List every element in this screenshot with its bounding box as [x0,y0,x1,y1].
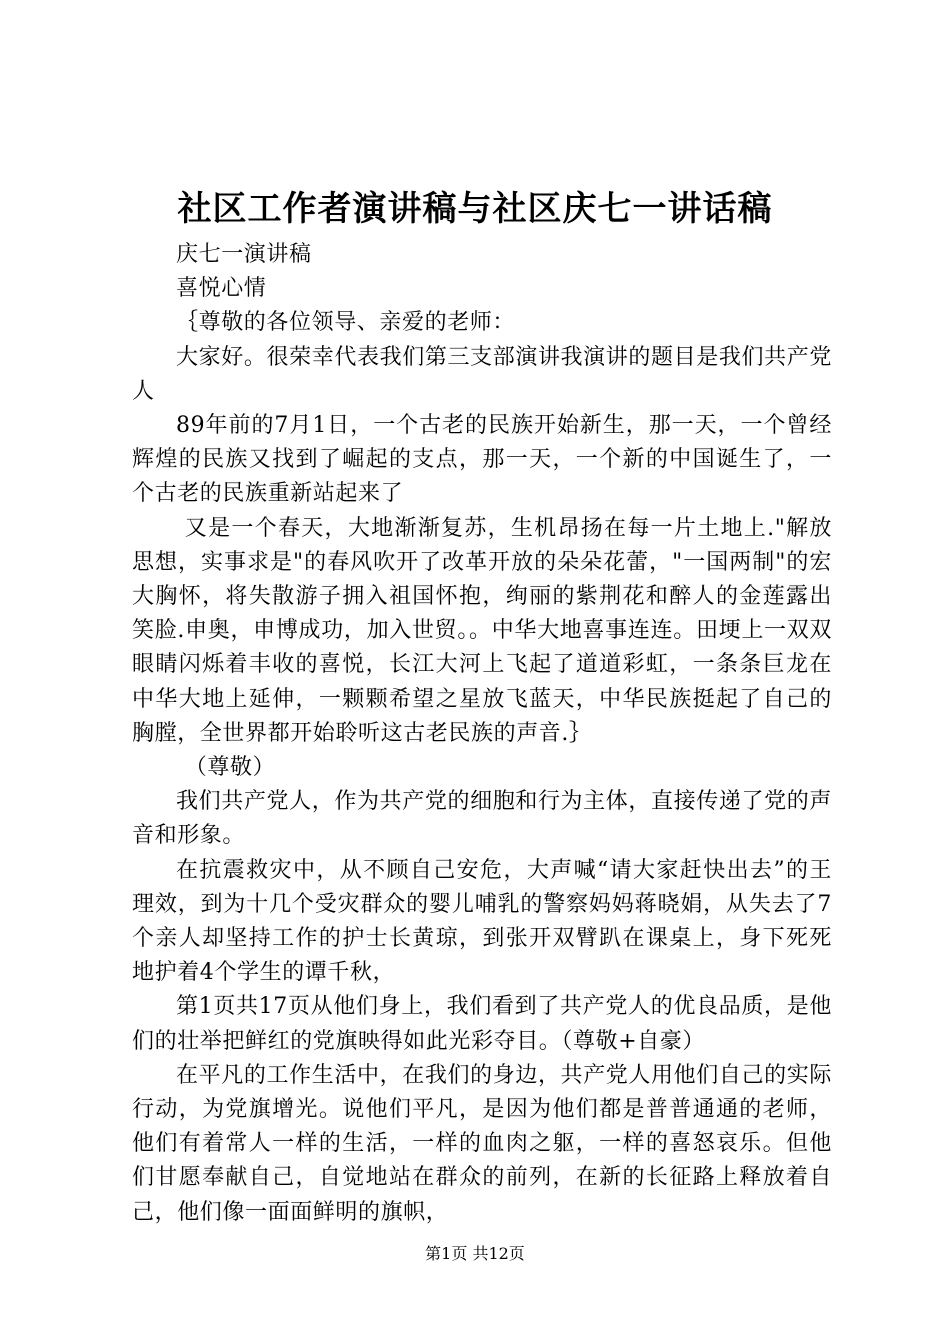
paragraph: 89年前的7月1日，一个古老的民族开始新生，那一天，一个曾经辉煌的民族又找到了崛起的支点，那一天，一个新的中国诞生了，一个古老的民族重新站起来了 [132,413,832,507]
document-title: 社区工作者演讲稿与社区庆七一讲话稿 [177,189,773,229]
paragraph: 第1页共17页从他们身上，我们看到了共产党人的优良品质，是他们的壮举把鲜红的党旗映得如此光彩夺目。（尊敬+自豪） [132,994,832,1054]
paragraph: 庆七一演讲稿 [176,242,312,267]
paragraph: （尊敬） [184,755,276,781]
paragraph: 喜悦心情 [176,276,267,302]
paragraph: ｛尊敬的各位领导、亲爱的老师： [176,310,516,336]
paragraph: 我们共产党人，作为共产党的细胞和行为主体，直接传递了党的声音和形象。 [132,789,832,849]
paragraph: 又是一个春天，大地渐渐复苏，生机昂扬在每一片土地上."解放思想，实事求是"的春风吹开了改革开放的朵朵花蕾，"一国两制"的宏大胸怀，将失散游子拥入祖国怀抱，绚丽的紫荆花和醉人的金莲露出笑脸.申奥，申博成功，加入世贸。。中华大地喜事连连。田埂上一双双眼睛闪烁着丰收的喜悦，长江大河上飞起了道道彩虹，一条条巨龙在中华大地上延伸，一颗颗希望之星放飞蓝天，中华民族挺起了自己的胸膛，全世界都开始聆听这古老民族的声音.｝ [132,515,832,746]
paragraph: 在抗震救灾中，从不顾自己安危，大声喊“请大家赶快出去”的王理效，到为十几个受灾群众的婴儿哺乳的警察妈妈蒋晓娟，从失去了7个亲人却坚持工作的护士长黄琼，到张开双臂趴在课桌上，身下死死地护着4个学生的谭千秋， [132,857,832,986]
paragraph: 在平凡的工作生活中，在我们的身边，共产党人用他们自己的实际行动，为党旗增光。说他们平凡，是因为他们都是普普通通的老师，他们有着常人一样的生活，一样的血肉之躯，一样的喜怒哀乐。但他们甘愿奉献自己，自觉地站在群众的前列，在新的长征路上释放着自己，他们像一面面鲜明的旗帜， [132,1062,832,1225]
document-body [132,238,832,1230]
page-footer: 第1页 共12页 [425,1244,525,1263]
paragraph: 大家好。很荣幸代表我们第三支部演讲我演讲的题目是我们共产党人 [132,344,832,404]
